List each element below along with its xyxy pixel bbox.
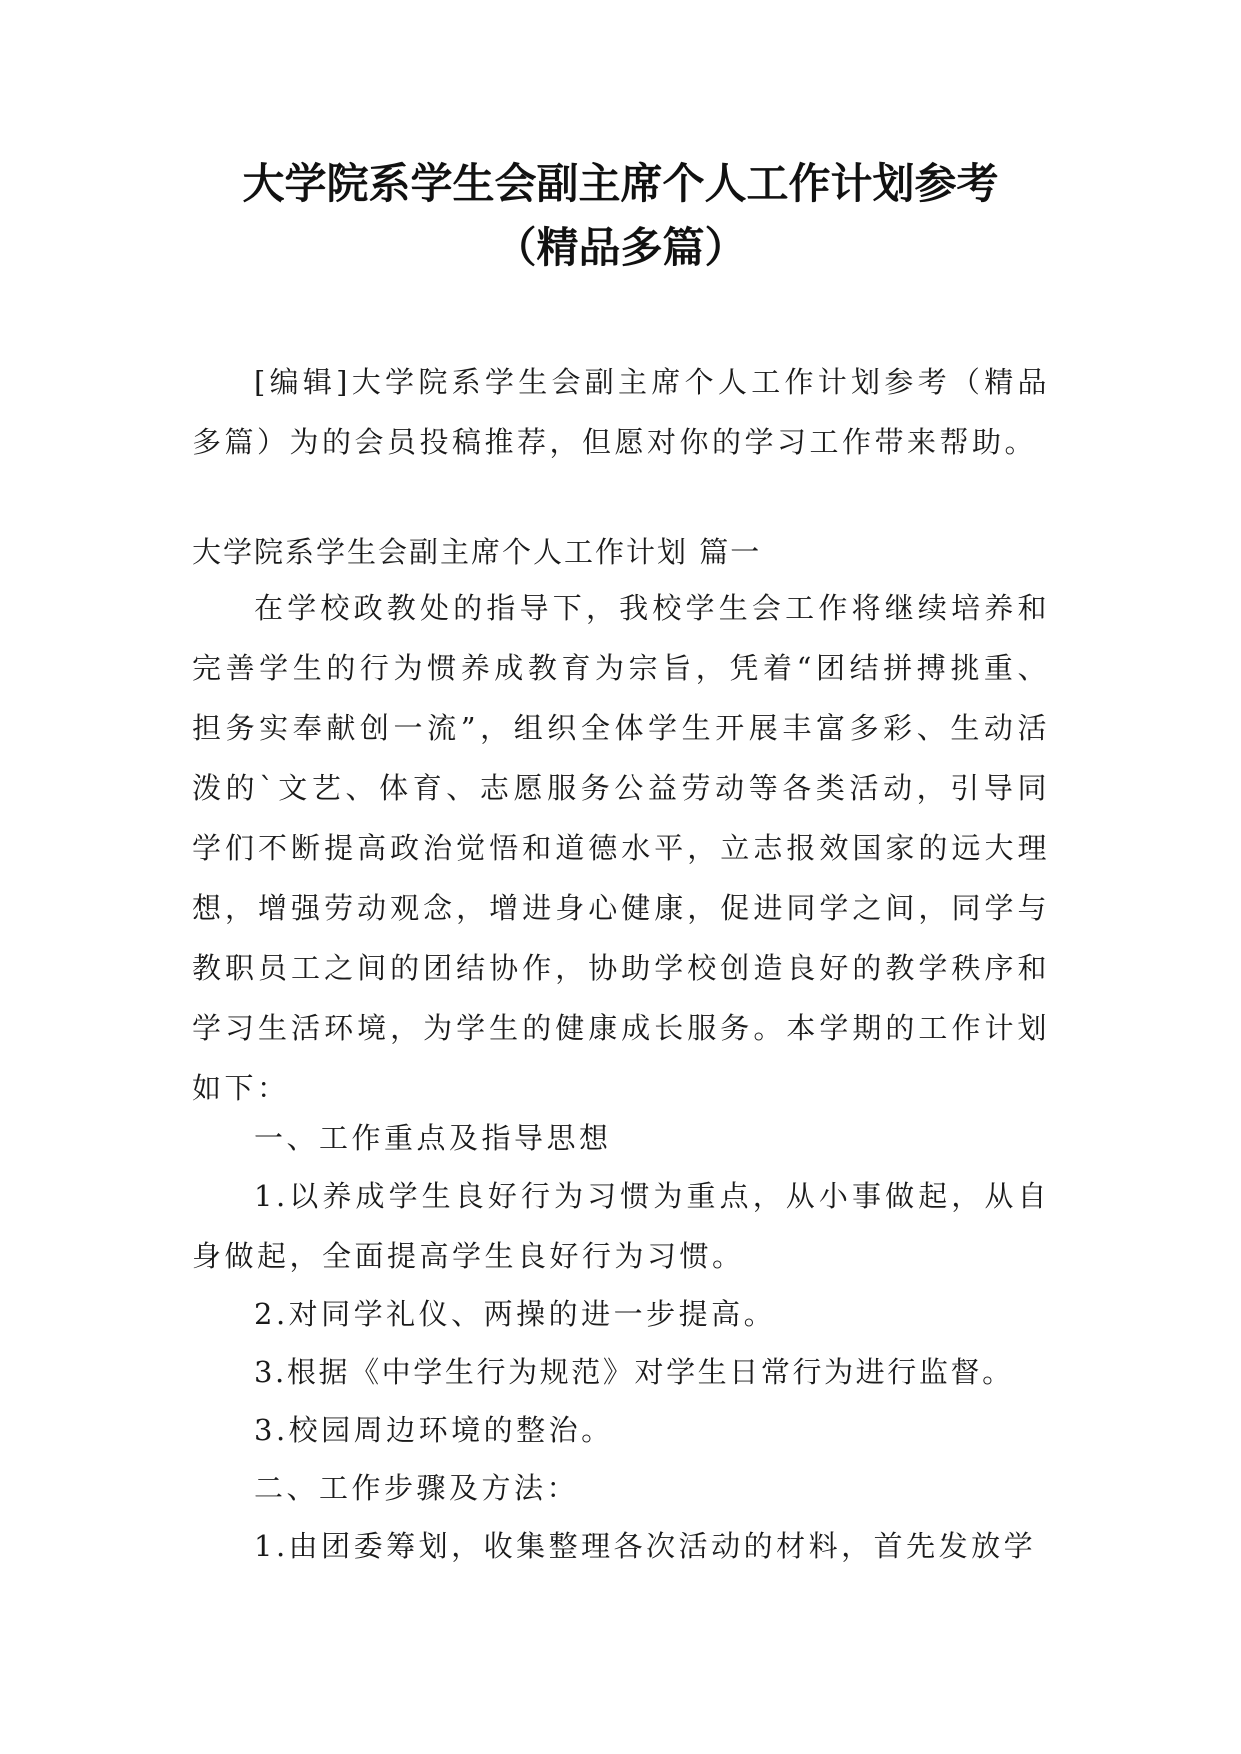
part2-item1: 1.由团委筹划，收集整理各次活动的材料，首先发放学 xyxy=(254,1529,1037,1563)
part1-item2: 2.对同学礼仪、两操的进一步提高。 xyxy=(254,1297,777,1331)
intro-paragraph: [编辑]大学院系学生会副主席个人工作计划参考（精品多篇）为的会员投稿推荐，但愿对你的学习工作带来帮助。 xyxy=(192,365,1050,459)
part1-heading: 一、工作重点及指导思想 xyxy=(254,1121,612,1155)
document-title-line2: （精品多篇） xyxy=(494,223,747,272)
section-heading: 大学院系学生会副主席个人工作计划 篇一 xyxy=(192,535,762,569)
part2-heading: 二、工作步骤及方法： xyxy=(254,1471,580,1505)
part1-item4: 3.校园周边环境的整治。 xyxy=(254,1413,614,1447)
document-title-line1: 大学院系学生会副主席个人工作计划参考 xyxy=(242,159,999,208)
part1-item1: 1.以养成学生良好行为习惯为重点，从小事做起，从自身做起，全面提高学生良好行为习惯。 xyxy=(192,1179,1050,1273)
part1-item3: 3.根据《中学生行为规范》对学生日常行为进行监督。 xyxy=(254,1355,1014,1389)
body-paragraph: 在学校政教处的指导下，我校学生会工作将继续培养和完善学生的行为惯养成教育为宗旨，凭着“团结拼搏挑重、担务实奉献创一流”，组织全体学生开展丰富多彩、生动活泼的`文艺、体育、志愿服务公益劳动等各类活动，引导同学们不断提高政治觉悟和道德水平，立志报效国家的远大理想，增强劳动观念，增进身心健康，促进同学之间，同学与教职员工之间的团结协作，协助学校创造良好的教学秩序和学习生活环境，为学生的健康成长服务。本学期的工作计划如下： xyxy=(192,591,1050,1105)
